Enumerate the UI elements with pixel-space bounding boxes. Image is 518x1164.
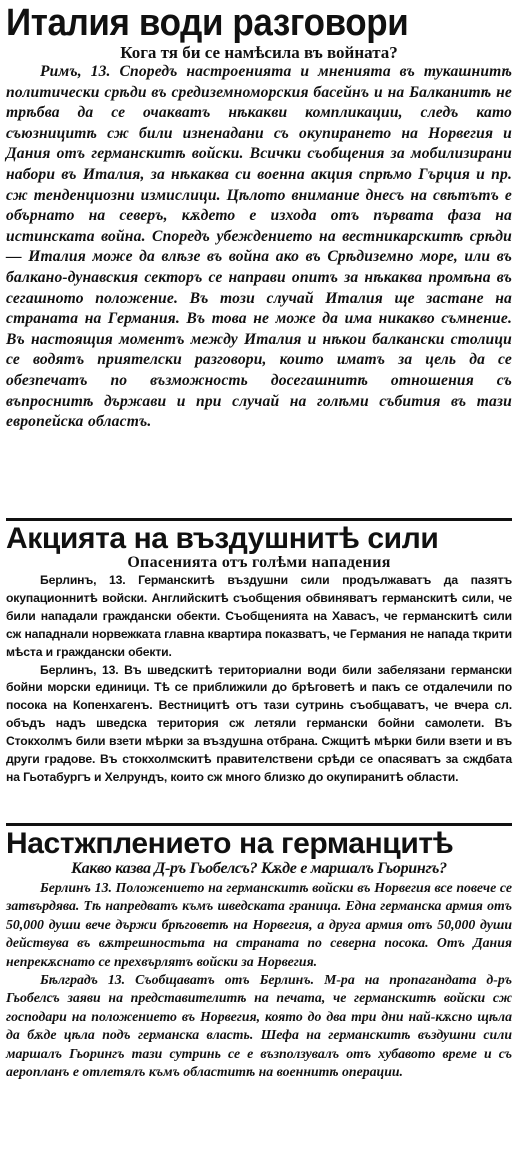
headline-italy: Италия води разговори	[6, 2, 409, 44]
subheadline-air-forces: Опасенията отъ голѣми нападения	[127, 554, 391, 571]
column-rule	[6, 518, 512, 521]
article-italy	[6, 4, 512, 514]
article-italy-paragraph: Римъ, 13. Споредъ настроенията и мненията въ тукашнитѣ политически срѣди въ средиземноморския басейнъ и на Балканитѣ не трѣбва да се очакватъ нѣкакви компликации, следъ като съюзницитѣ сж били изненадани съ окупирането на Норвегия и Дания отъ германскитѣ войски. Всички съобщения за мобилизирани набори въ Италия, за нѣкаква си военна акция спрѣмо Гърция и пр. сж тенденциозни измислици. Цѣлото внимание днесъ на свѣтътъ е обърнато на северъ, кѫдето е изхода отъ първата фаза на истинската война. Споредъ убеждението на вестникарскитѣ срѣди — Италия може да влѣзе въ война ако въ Срѣдиземно море, или въ балкано-дунавския секторъ се направи опитъ за нѣкаква промѣна въ сегашното положение. Въ този случай Италия ще застане на страната на Германия. Въ това не може да има никакво съмнение. Въ настоящия моментъ между Италия и нѣкои балкански столици се водятъ приятелски разговори, които иматъ за цель да се обезпечатъ по възможность досегашнитѣ отношения съ въпроснитѣ държави и при случай на голѣми събития въ тази европейска областъ.	[6, 63, 512, 431]
article-air-forces-paragraph-2: Берлинъ, 13. Въ шведскитѣ териториални води били забелязани германски бойни морски единици. Тѣ се приближили до брѣговетѣ и пакъ се отдалечили по посока на Копенхагенъ. Вестницитѣ отъ тази сутринь съобщаватъ, че вчера сл. объдъ надъ шведска територия сж летяли германски бойни самолети. Въ Стокхолмъ били взети мѣрки за въздушна отбрана. Сжщитѣ мѣрки били взети и въ други градове. Въ стокхолмскитѣ правителствени срѣди се опасяватъ за сждбата на Гьотабургъ и Хелрундъ, които сж много близко до окупиранитѣ области.	[6, 662, 512, 784]
subheadline-german-advance: Какво казва Д-ръ Гьобелсъ? Кѫде е маршалъ Гьорингъ?	[71, 860, 447, 877]
subheadline-italy: Кога тя би се намѣсила въ войната?	[120, 43, 398, 62]
article-air-forces	[6, 524, 512, 819]
article-air-forces-paragraph-1: Берлинъ, 13. Германскитѣ въздушни сили продължаватъ да пазятъ окупационнитѣ войски. Английскитѣ съобщения обвиняватъ германскитѣ сили, че били нападали граждански обекти. Съобщенията на Хавасъ, че германскитѣ сили сж нападнали норвежката главна квартира показватъ, че Германия не напада ткрити мѣста и граждански обекти.	[6, 573, 512, 659]
article-german-advance-paragraph-1: Берлинъ 13. Положението на германскитѣ войски въ Норвегия все повече се затвърдява. Тѣ напредватъ къмъ шведската граница. Една германска армия отъ 50,000 души вече държи брѣговетѣ на Норвегия, а друга армия отъ 50,000 души действува въ вѫтрешностьта на страната по северна посока. Отъ Дания непрекѫснато се прехвърлятъ войски за Норвегия.	[6, 880, 512, 969]
article-german-advance-paragraph-2: Бѣлградъ 13. Съобщаватъ отъ Берлинъ. М-ра на пропагандата д-ръ Гьобелсъ заяви на представителитѣ на печата, че германскитѣ войски сж господари на положението въ Норвегия, която до два три дни най-кѫсно щѣла да бѫде цѣла подъ германска власть. Шефа на германскитѣ въздушни сили маршалъ Гьорингъ тази сутринь се е възползувалъ отъ хубавото време и съ аеропланъ е отлетялъ къмъ областитѣ на военнитѣ операции.	[6, 972, 512, 1080]
headline-german-advance: Настжплението на германцитѣ	[6, 827, 454, 860]
headline-air-forces: Акцията на въздушнитѣ сили	[6, 522, 439, 555]
article-german-advance	[6, 829, 512, 1164]
column-rule	[6, 823, 512, 826]
